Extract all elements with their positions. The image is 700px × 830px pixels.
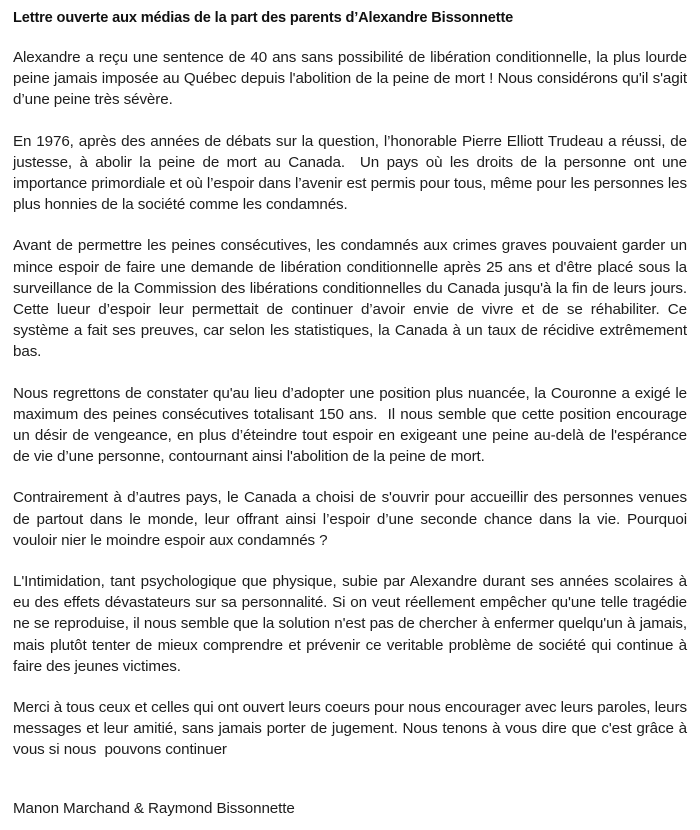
paragraph-2: En 1976, après des années de débats sur la question, l’honorable Pierre Elliott Trudeau a réussi, de justesse, à abolir la peine de mort au Canada. Un pays où les droits de la personne ont une importance primordiale et où l’espoir dans l’avenir est permis pour tous, même pour les personnes les plus honnies de la société comme les condamnés.	[13, 132, 692, 214]
signature-block	[13, 798, 687, 819]
paragraph-3: Avant de permettre les peines consécutives, les condamnés aux crimes graves pouvaient garder un mince espoir de faire une demande de libération conditionnelle après 25 ans et d'être placé sous la surveillance de la Commission des libérations conditionnelles du Canada jusqu'à la fin de leurs jours. Cette lueur d’espoir leur permettait de continuer d’avoir envie de vivre et de se réhabiliter. Ce système a fait ses preuves, car selon les statistiques, la Canada à un taux de récidive extrêmement bas.	[13, 237, 696, 361]
paragraph-5: Contrairement à d’autres pays, le Canada a choisi de s'ouvrir pour accueillir des personnes venues de partout dans le monde, leur offrant ainsi l’espoir d’une seconde chance dans la vie. Pourquoi vouloir nier le moindre espoir aux condamnés ?	[13, 489, 692, 549]
paragraph-4: Nous regrettons de constater qu'au lieu d’adopter une position plus nuancée, la Couronne a exigé le maximum des peines consécutives totalisant 150 ans. Il nous semble que cette position encourage un désir de vengeance, en plus d’éteindre tout espoir en exigeant une peine au-delà de l'espérance de vie d’une personne, contournant ainsi l'abolition de la peine de mort.	[13, 384, 692, 466]
paragraph-6: L'Intimidation, tant psychologique que physique, subie par Alexandre durant ses années scolaires à eu des effets dévastateurs sur sa personnalité. Si on veut réellement empêcher qu'une telle tragédie ne se reproduise, il nous semble que la solution n'est pas de chercher à enfermer quelqu'un à jamais, mais plutôt tenter de mieux comprendre et prévenir ce veritable problème de société qui continue à faire des jeunes victimes.	[13, 573, 692, 675]
letter-body	[13, 8, 696, 761]
letter-paragraphs	[13, 47, 696, 761]
paragraph-7: Merci à tous ceux et celles qui ont ouvert leurs coeurs pour nous encourager avec leurs paroles, leurs messages et leur amitié, sans jamais porter de jugement. Nous tenons à vous dire que c'est grâce à vous si nous pouvons continuer	[13, 699, 692, 759]
page-title: Lettre ouverte aux médias de la part des parents d’Alexandre Bissonnette	[13, 10, 514, 26]
signature-names: Manon Marchand & Raymond Bissonnette	[13, 800, 295, 817]
paragraph-1: Alexandre a reçu une sentence de 40 ans sans possibilité de libération conditionnelle, la plus lourde peine jamais imposée au Québec depuis l'abolition de la peine de mort ! Nous considérons qu'il s'agit d’une peine très sévère.	[13, 49, 692, 109]
